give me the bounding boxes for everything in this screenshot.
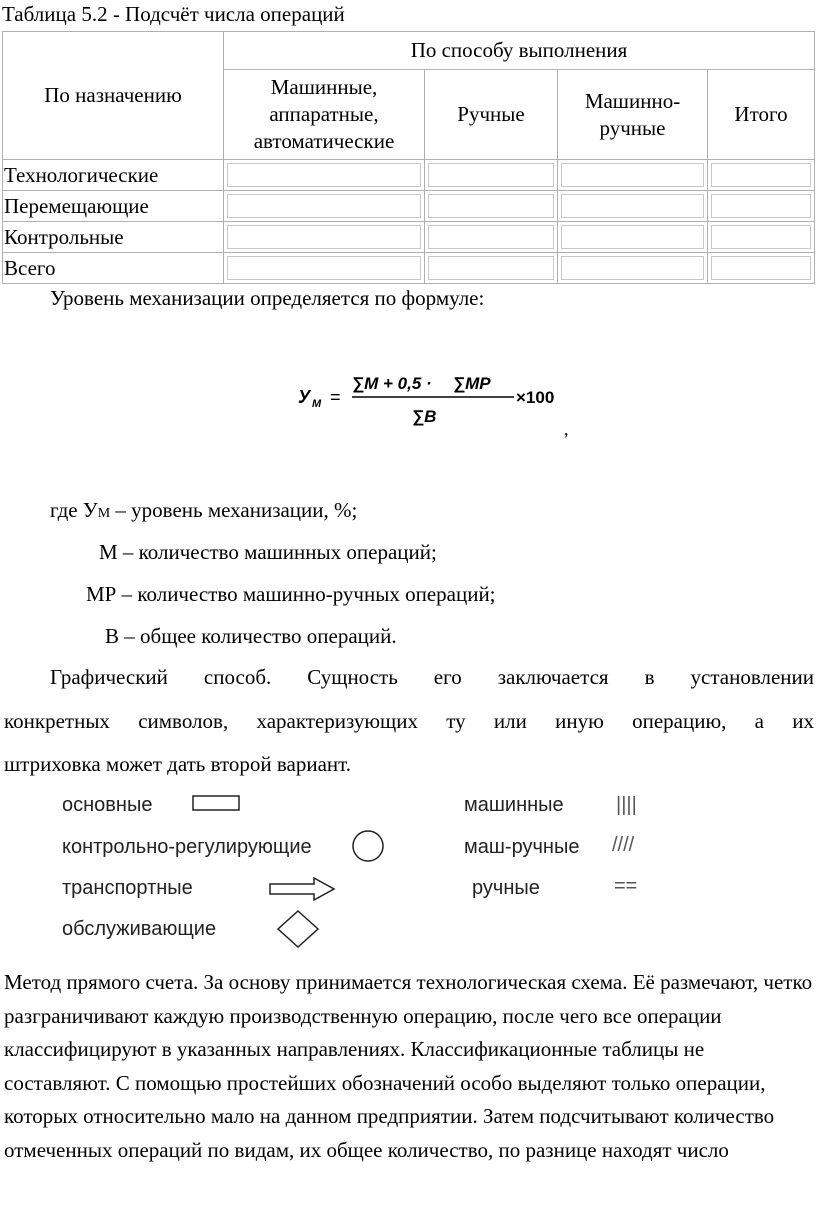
row-label: Технологические bbox=[3, 160, 224, 191]
where-sub: М bbox=[97, 506, 111, 521]
table-cell bbox=[708, 222, 815, 253]
machine-hatch-icon: |||| bbox=[616, 794, 637, 816]
header-machine-line1: Машинные, bbox=[270, 75, 378, 99]
graphic-line-3: штриховка может дать второй вариант. bbox=[4, 752, 352, 776]
formula-comma: , bbox=[564, 419, 569, 439]
header-machine-line3: автоматические bbox=[253, 129, 395, 153]
graphic-line-2: конкретных символов, характеризующих ту или иную операцию, а их bbox=[4, 709, 814, 733]
header-machine-manual-line2: ручные bbox=[599, 115, 666, 140]
header-by-purpose-label: По назначению bbox=[44, 83, 182, 107]
rectangle-icon bbox=[192, 795, 242, 813]
formula-intro: Уровень механизации определяется по формуле: bbox=[50, 286, 485, 310]
table-row bbox=[3, 253, 815, 284]
legend-basic-label: основные bbox=[62, 794, 153, 816]
table-row bbox=[3, 191, 815, 222]
header-by-method-label: По способу выполнения bbox=[410, 38, 628, 62]
formula-numerator-a: ∑M + 0,5 · bbox=[352, 374, 432, 393]
table-cell bbox=[425, 191, 558, 222]
formula-numerator-b: ∑MP bbox=[453, 374, 491, 393]
legend-transport-label: транспортные bbox=[62, 877, 193, 899]
table-cell bbox=[558, 253, 708, 284]
header-by-purpose bbox=[3, 32, 224, 160]
table-cell bbox=[224, 160, 425, 191]
graphic-line-1: Графический способ. Сущность его заключается в установлении bbox=[50, 665, 814, 689]
row-label: Перемещающие bbox=[3, 191, 224, 222]
mechanization-formula bbox=[290, 360, 590, 440]
table-cell bbox=[708, 160, 815, 191]
formula-equals: = bbox=[330, 387, 341, 407]
formula-lhs-sub: М bbox=[312, 398, 322, 410]
header-machine-manual-line1: Машинно- bbox=[584, 88, 681, 113]
operations-table bbox=[2, 31, 815, 284]
table-cell bbox=[425, 160, 558, 191]
table-cell bbox=[224, 191, 425, 222]
table-caption: Таблица 5.2 - Подсчёт числа операций bbox=[2, 2, 345, 26]
header-machine bbox=[224, 70, 425, 160]
table-cell bbox=[708, 191, 815, 222]
table-cell bbox=[425, 253, 558, 284]
table-cell bbox=[558, 160, 708, 191]
row-label: Контрольные bbox=[3, 222, 224, 253]
manual-hatch-icon: == bbox=[614, 875, 638, 897]
header-total-label: Итого bbox=[734, 102, 788, 126]
table-cell bbox=[224, 253, 425, 284]
where-rest: – уровень механизации, %; bbox=[110, 498, 358, 522]
legend-mach-manual-label: маш-ручные bbox=[464, 836, 580, 858]
header-machine-manual bbox=[558, 70, 708, 160]
diamond-icon bbox=[276, 909, 320, 949]
definition-m: М – количество машинных операций; bbox=[99, 540, 437, 564]
legend-control-label: контрольно-регулирующие bbox=[62, 836, 312, 858]
table-cell bbox=[558, 191, 708, 222]
table-row bbox=[3, 160, 815, 191]
table-cell bbox=[425, 222, 558, 253]
header-machine-line2: аппаратные, bbox=[269, 102, 379, 126]
legend-manual-label: ручные bbox=[472, 877, 540, 899]
table-cell bbox=[224, 222, 425, 253]
header-total bbox=[708, 70, 815, 160]
where-prefix: где У bbox=[50, 498, 98, 522]
row-label: Всего bbox=[3, 253, 224, 284]
table-cell bbox=[708, 253, 815, 284]
header-by-method bbox=[224, 32, 815, 70]
arrow-icon bbox=[268, 876, 338, 902]
table-cell bbox=[558, 222, 708, 253]
circle-icon bbox=[350, 828, 386, 864]
formula-denominator: ∑B bbox=[412, 407, 437, 426]
mach-manual-hatch-icon: //// bbox=[612, 834, 635, 856]
formula-lhs: У bbox=[298, 387, 311, 407]
header-manual-label: Ручные bbox=[457, 102, 525, 126]
legend-service-label: обслуживающие bbox=[62, 918, 217, 940]
definition-b: В – общее количество операций. bbox=[105, 624, 397, 648]
direct-count-paragraph: Метод прямого счета. За основу принимается технологическая схема. Её размечают, четко разграничивают каждую производственную операцию, после чего все операции классифицируют в указанных направлениях. Классификационные таблицы не составляют. С помощью простейших обозначений особо выделяют только операции, которых относительно мало на данном предприятии. Затем подсчитывают количество отмеченных операций по видам, их общее количество, по разнице находят число bbox=[4, 970, 813, 1162]
header-manual bbox=[425, 70, 558, 160]
where-line bbox=[50, 498, 357, 523]
formula-multiplier: ×100 bbox=[516, 388, 555, 407]
definition-mr: МР – количество машинно-ручных операций; bbox=[86, 582, 496, 606]
legend-machine-label: машинные bbox=[464, 794, 564, 816]
table-row bbox=[3, 222, 815, 253]
